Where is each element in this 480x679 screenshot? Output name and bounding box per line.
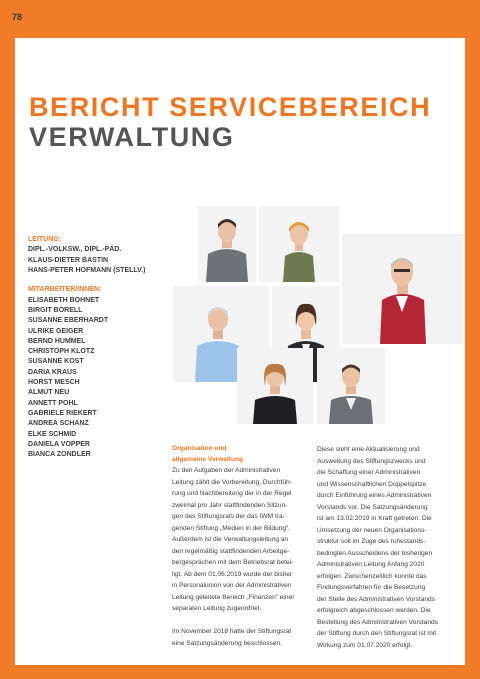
text-line: Leitung geleitete Bereich „Finanzen“ einer [172, 593, 295, 601]
text-line: die Schaffung einer Administrativen [317, 469, 421, 476]
text-line: Umsetzung der neuen Organisations- [317, 526, 427, 534]
text-line: Leitung zählt die Vorbereitung, Durchfüh- [172, 478, 292, 486]
portrait-photo [198, 206, 256, 282]
text-line: der Stelle des Administrativen Vorstands [317, 595, 436, 603]
text-line: Wirkung zum 01.07.2020 erfolgt. [317, 641, 413, 649]
text-line: Diese sieht eine Aktualisierung und [317, 446, 420, 453]
leitung-heading: LEITUNG: [28, 236, 62, 243]
leitung-name: HANS-PETER HOFMANN (STELLV.) [28, 267, 146, 274]
staff-name: ANDREA SCHANZ [28, 420, 89, 428]
text-line: den regelmäßig stattfindenden Arbeitge- [172, 547, 290, 555]
staff-name: BIRGIT BORELL [28, 307, 83, 314]
paragraph-gap [172, 615, 307, 627]
staff-name: ALMUT NEU [28, 389, 70, 397]
text-line: eine Satzungsänderung beschlossen. [172, 639, 282, 647]
page-title [29, 92, 431, 152]
text-line: Vorstands vor. Die Satzungsänderung [317, 503, 428, 511]
text-line: genden Stiftung „Medien in der Bildung“. [172, 524, 291, 532]
staff-name: DARIA KRAUS [28, 368, 77, 376]
text-line: bedingten Ausscheidens der bisherigen [317, 549, 433, 557]
staff-name: DANIELA VOPPER [28, 440, 90, 448]
text-line: Zu den Aufgaben der Administrativen [172, 467, 281, 474]
article-column-1 [172, 465, 307, 649]
portrait-photo [317, 348, 385, 424]
title-line-2: VERWALTUNG [29, 122, 235, 152]
leitung-name: DIPL.-VOLKSW., DIPL.-PÄD. [28, 246, 122, 254]
text-line: zweimal pro Jahr stattfindenden Sitzun- [172, 501, 288, 509]
text-line: Administrativen Leitung Anfang 2020 [317, 561, 425, 568]
text-line: und Wissenschaftlichen Doppelspitze [317, 480, 427, 488]
text-line: in Personalunion von der Administrativen [172, 582, 292, 589]
text-line: durch Einführung eines Administrativen [317, 492, 432, 499]
staff-name: SUSANNE KOST [28, 358, 84, 366]
text-line: erfolgen. Zwischenzeitlich konnte das [317, 572, 427, 580]
section-heading-line: allgemeine Verwaltung [172, 455, 244, 463]
text-line: Außerdem ist die Verwaltungsleitung an [172, 536, 289, 543]
staff-name: ULRIKE GEIGER [28, 327, 84, 335]
text-line: erfolgreich abgeschlossen werden. Die [317, 607, 431, 614]
staff-name: HORST MESCH [28, 379, 80, 387]
title-line-1: BERICHT SERVICEBEREICH [29, 92, 432, 122]
text-line: Im November 2018 hatte der Stiftungsrat [172, 628, 292, 635]
staff-name: SUSANNE EBERHARDT [28, 317, 109, 325]
page-sheet [15, 38, 465, 665]
text-line: bergesprächen mit dem Betriebsrat betei- [172, 559, 294, 566]
staff-name: BIANCA ZONDLER [28, 451, 91, 459]
staff-name: ELKE SCHMID [28, 430, 77, 438]
staff-name: ANNETT POHL [28, 399, 78, 407]
staff-name: ELISABETH BOHNET [28, 296, 100, 304]
page-number: 78 [12, 12, 23, 22]
staff-name: BERND HUMMEL [28, 337, 86, 345]
section-heading [172, 444, 307, 465]
text-line: gen des Stiftungsrats der das IWM tra- [172, 513, 285, 520]
text-line: ist am 13.02.2019 in Kraft getreten. Die [317, 515, 432, 522]
portrait-photo [237, 348, 313, 424]
text-line: ligt. Ab dem 01.06.2019 wurde der bisher [172, 570, 293, 578]
staff-list [28, 235, 178, 460]
text-line: der Stiftung durch den Stiftungsrat ist mit [317, 630, 437, 637]
leitung-name: KLAUS-DIETER BASTIN [28, 256, 109, 264]
staff-name: CHRISTOPH KLOTZ [28, 348, 95, 356]
mitarbeiter-heading: MITARBEITER/INNEN: [28, 286, 102, 294]
text-line: Ausweitung des Stiftungszwecks und [317, 457, 426, 465]
portrait-photo [342, 234, 463, 344]
section-heading-line: Organisation und [172, 445, 227, 452]
staff-name: GABRIELE RIEKERT [28, 409, 97, 417]
text-line: Findungsverfahren für die Besetzung [317, 584, 426, 591]
text-line: struktur soll im Zuge des ruhestands- [317, 538, 426, 545]
text-line: separaten Leitung zugeordnet. [172, 605, 262, 612]
text-line: rung und Nachbereitung der in der Regel [172, 490, 292, 497]
portrait-photo [259, 206, 339, 282]
article-column-2 [317, 444, 452, 651]
text-line: Bestellung des Administrativen Vorstands [317, 618, 438, 626]
